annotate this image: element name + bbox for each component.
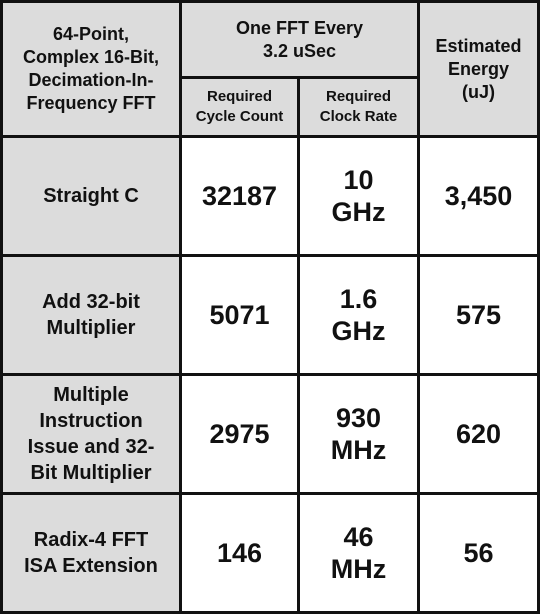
energy-value: 56 (463, 538, 494, 568)
energy-value: 3,450 (420, 138, 537, 257)
row-label: Multiple Instruction Issue and 32- Bit Multiplier (3, 376, 182, 495)
clock-rate-value: 10 GHz (300, 138, 420, 257)
cycle-count-header: Required Cycle Count (182, 79, 300, 138)
row-label: Straight C (3, 138, 182, 257)
corner-header-cell: 64-Point, Complex 16-Bit, Decimation-In- Frequency FFT (3, 3, 182, 138)
row-label: Add 32-bit Multiplier (3, 257, 182, 376)
clock-rate-value: 930 MHz (300, 376, 420, 495)
row-label: Radix-4 FFT ISA Extension (3, 495, 182, 611)
clock-rate-value: 1.6 GHz (300, 257, 420, 376)
cycle-count-value: 32187 (182, 138, 300, 257)
cycle-count-value: 146 (182, 495, 300, 611)
cycle-count-value: 5071 (182, 257, 300, 376)
energy-value: 575 (420, 257, 537, 376)
fft-rate-group-header: One FFT Every 3.2 uSec (182, 3, 420, 79)
cycle-count-value: 2975 (182, 376, 300, 495)
clock-rate-value: 46 MHz (300, 495, 420, 611)
clock-rate-header: Required Clock Rate (300, 79, 420, 138)
energy-header: Estimated Energy (uJ) (420, 3, 537, 138)
energy-value: 620 (420, 376, 537, 495)
